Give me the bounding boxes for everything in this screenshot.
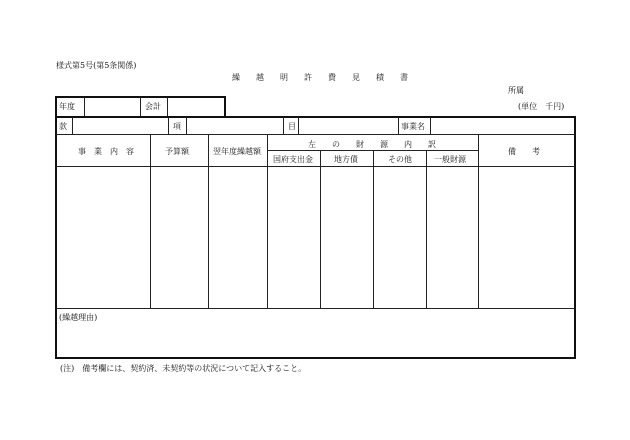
header-funding-group: 左 の 財 源 内 訳 xyxy=(308,140,436,149)
kan-label: 款 xyxy=(59,122,67,131)
col-sep-5 xyxy=(373,151,374,308)
year-box-left xyxy=(55,96,57,116)
project-sep-right xyxy=(430,117,431,134)
table-bottom xyxy=(55,357,576,359)
moku-sep-left xyxy=(283,117,284,134)
reason-top xyxy=(56,308,575,309)
table-left xyxy=(55,116,57,359)
header-funding-general: 一般財源 xyxy=(434,155,466,164)
row1-bottom xyxy=(56,134,575,135)
document-title: 繰 越 明 許 費 見 積 書 xyxy=(232,73,408,82)
col-sep-2 xyxy=(208,135,209,308)
header-funding-other: その他 xyxy=(388,155,412,164)
header-remarks: 備 考 xyxy=(508,147,540,156)
col-sep-3 xyxy=(267,135,268,308)
col-sep-7 xyxy=(478,135,479,308)
account-sep-right xyxy=(167,97,168,116)
kou-label: 項 xyxy=(173,122,181,131)
header-content: 事 業 内 容 xyxy=(78,147,134,156)
header-funding-bond: 地方債 xyxy=(334,155,358,164)
project-sep-left xyxy=(398,117,399,134)
col-sep-6 xyxy=(426,151,427,308)
year-sep xyxy=(84,97,85,116)
kou-sep-left xyxy=(168,117,169,134)
unit-label: (単位 千円) xyxy=(518,102,565,111)
moku-sep-right xyxy=(298,117,299,134)
moku-label: 目 xyxy=(288,122,296,131)
header-budget: 予算額 xyxy=(165,147,189,156)
reason-label: (繰越理由) xyxy=(59,313,98,322)
account-label: 会計 xyxy=(145,102,161,111)
col-sep-1 xyxy=(150,135,151,308)
account-sep-left xyxy=(140,97,141,116)
project-name-label: 事業名 xyxy=(401,122,425,131)
footer-note: (注) 備考欄には、契約済、未契約等の状況について記入すること。 xyxy=(60,364,307,373)
kou-sep-right xyxy=(186,117,187,134)
header-bottom xyxy=(56,166,575,167)
header-carryover: 翌年度繰越額 xyxy=(213,147,261,156)
table-right xyxy=(574,116,576,359)
col-sep-4 xyxy=(320,151,321,308)
header-funding-national: 国府支出金 xyxy=(273,155,313,164)
table-top xyxy=(55,116,576,118)
year-label: 年度 xyxy=(59,102,75,111)
affiliation-label: 所属 xyxy=(508,86,524,95)
form-number: 様式第5号(第5条関係) xyxy=(56,61,137,70)
year-box-right xyxy=(224,96,226,116)
kan-sep xyxy=(72,117,73,134)
